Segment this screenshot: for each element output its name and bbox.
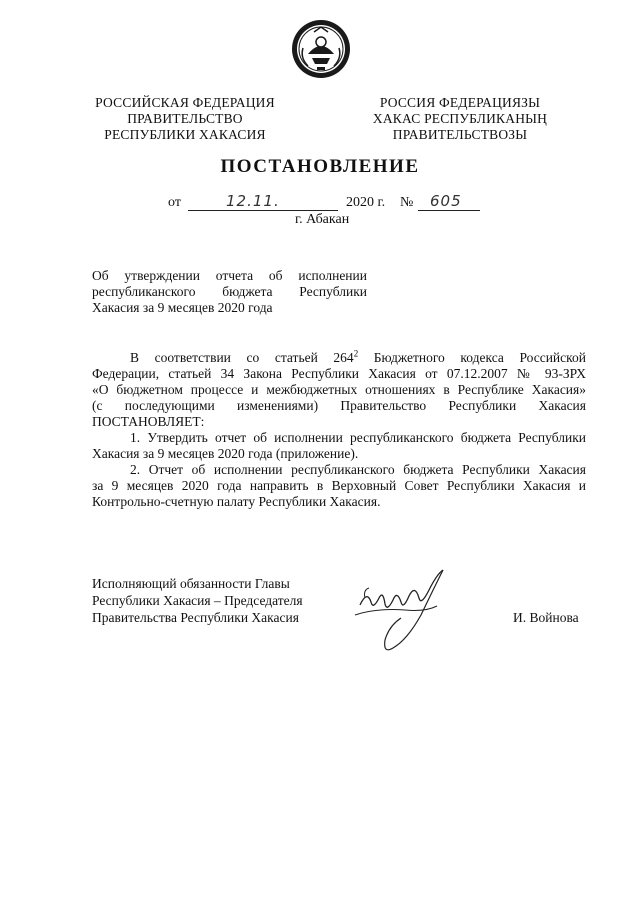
- signatory-position-line: Правительства Республики Хакасия: [92, 610, 299, 625]
- body-line: Федерации, статьей 34 Закона Республики Хакасия от 07.12.2007 № 93-ЗРХ: [92, 366, 586, 381]
- header-right-line: ПРАВИТЕЛЬСТВОЗЫ: [392, 127, 528, 142]
- body-line: «О бюджетном процессе и межбюджетных отношениях в Республике Хакасия»: [92, 382, 586, 397]
- header-left-line: РОССИЙСКАЯ ФЕДЕРАЦИЯ: [95, 95, 275, 110]
- header-right-line: РОССИЯ ФЕДЕРАЦИЯЗЫ: [379, 95, 541, 110]
- city: г. Абакан: [295, 212, 350, 227]
- document-subject: [92, 268, 367, 316]
- date-year: 2020 г.: [346, 195, 386, 210]
- body-line: 1. Утвердить отчет об исполнении республиканского бюджета Республики: [130, 430, 586, 445]
- signer-name: И. Войнова: [513, 610, 579, 625]
- body-line: [92, 350, 586, 366]
- body-line-part: В соответствии со статьей 264: [130, 350, 354, 365]
- handwritten-number: 605: [430, 192, 462, 210]
- signatory-position-line: Республики Хакасия – Председателя: [92, 593, 303, 608]
- document-body: [92, 350, 586, 510]
- body-line: 2. Отчет об исполнении республиканского бюджета Республики Хакасия: [130, 462, 586, 477]
- header-left-line: РЕСПУБЛИКИ ХАКАСИЯ: [104, 127, 266, 142]
- article-superscript: 2: [353, 348, 359, 359]
- subject-line: республиканского бюджета Республики: [92, 284, 367, 299]
- body-line: ПОСТАНОВЛЯЕТ:: [92, 414, 205, 429]
- body-line: за 9 месяцев 2020 года направить в Верховный Совет Республики Хакасия и: [92, 478, 586, 493]
- handwritten-date: 12.11.: [226, 192, 280, 210]
- header-left-line: ПРАВИТЕЛЬСТВО: [127, 111, 243, 126]
- republic-of-khakassia-emblem-icon: [290, 18, 352, 80]
- signatory-position-line: Исполняющий обязанности Главы: [92, 576, 290, 591]
- body-line-part: Бюджетного кодекса Российской: [358, 350, 586, 365]
- body-line: Контрольно-счетную палату Республики Хакасия.: [92, 494, 381, 509]
- document-title: ПОСТАНОВЛЕНИЕ: [220, 156, 420, 177]
- date-underline: [188, 210, 338, 211]
- date-prefix: от: [168, 195, 181, 210]
- number-label: №: [400, 195, 414, 210]
- body-line: Хакасия за 9 месяцев 2020 года (приложение).: [92, 446, 359, 461]
- signatory-position: [92, 575, 352, 626]
- subject-line: Хакасия за 9 месяцев 2020 года: [92, 300, 273, 315]
- subject-line: Об утверждении отчета об исполнении: [92, 268, 367, 283]
- header-right: [350, 95, 570, 143]
- number-underline: [418, 210, 480, 211]
- header-right-line: ХАКАС РЕСПУБЛИКАНЫҢ: [372, 111, 548, 126]
- body-line: (с последующими изменениями) Правительство Республики Хакасия: [92, 398, 586, 413]
- handwritten-signature-icon: [345, 560, 475, 665]
- header-left: [80, 95, 290, 143]
